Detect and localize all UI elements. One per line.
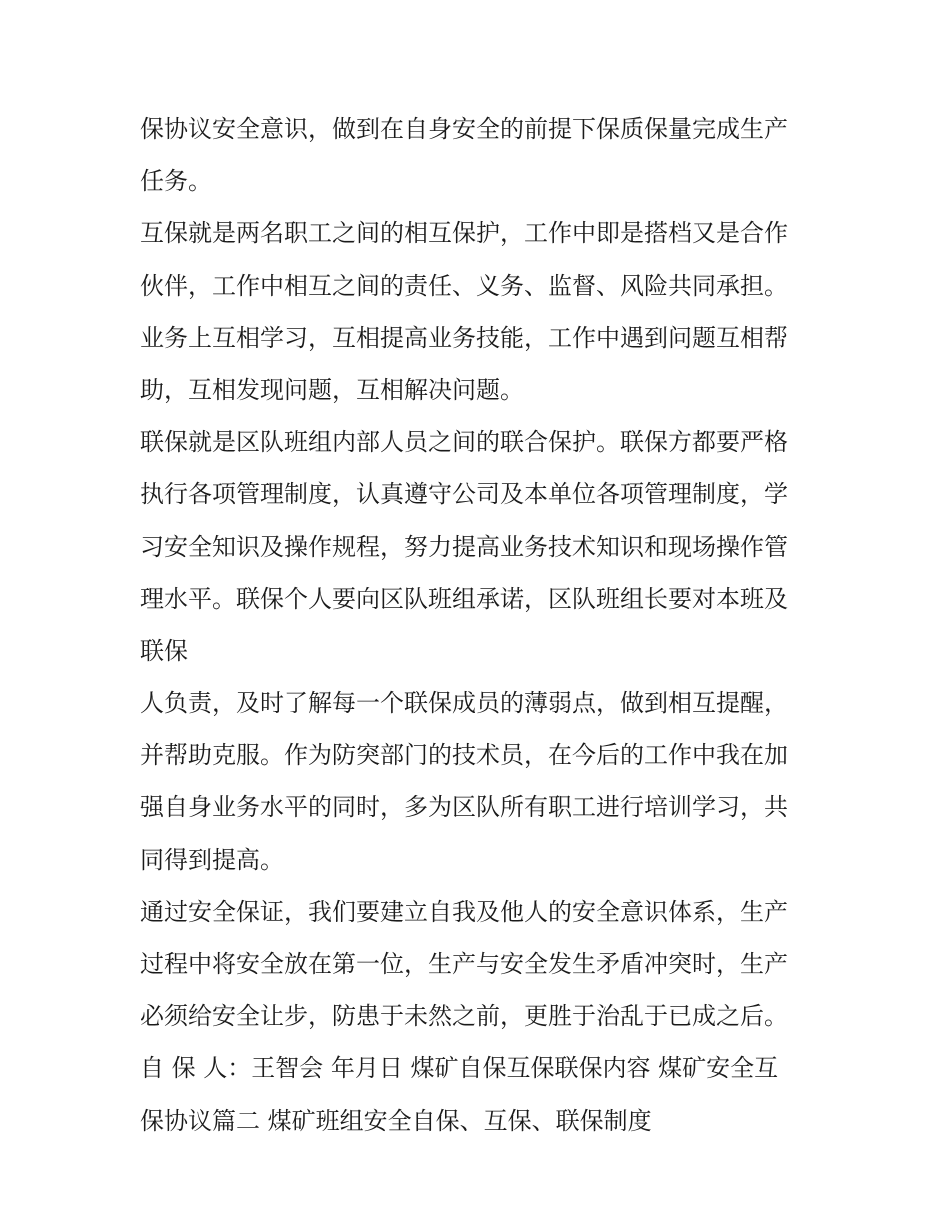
- text-line: 人负责，及时了解每一个联保成员的薄弱点，做到相互提醒，: [140, 689, 788, 718]
- text-line: 同得到提高。: [140, 845, 284, 874]
- text-line: 互保就是两名职工之间的相互保护，工作中即是搭档又是合作: [140, 219, 788, 248]
- text-line: 保协议安全意识，做到在自身安全的前提下保质保量完成生产: [140, 115, 788, 143]
- text-line: 伙伴，工作中相互之间的责任、义务、监督、风险共同承担。: [140, 271, 788, 300]
- text-line: 习安全知识及操作规程，努力提高业务技术知识和现场操作管: [140, 532, 788, 561]
- text-line-signature: 自 保 人：王智会 年月日 煤矿自保互保联保内容 煤矿安全互: [140, 1054, 779, 1083]
- text-line: 任务。: [140, 167, 212, 196]
- text-line: 助，互相发现问题，互相解决问题。: [140, 375, 524, 404]
- text-line: 联保: [140, 636, 188, 665]
- text-line: 过程中将安全放在第一位，生产与安全发生矛盾冲突时，生产: [140, 950, 788, 978]
- text-line: 业务上互相学习，互相提高业务技能，工作中遇到问题互相帮: [140, 323, 788, 352]
- document-body: [140, 108, 815, 1152]
- text-line: 联保就是区队班组内部人员之间的联合保护。联保方都要严格: [140, 428, 788, 457]
- text-line: 必须给安全让步，防患于未然之前，更胜于治乱于已成之后。: [140, 1002, 788, 1031]
- text-line: 理水平。联保个人要向区队班组承诺，区队班组长要对本班及: [140, 584, 788, 613]
- text-line: 并帮助克服。作为防突部门的技术员，在今后的工作中我在加: [140, 741, 788, 770]
- text-line: 通过安全保证，我们要建立自我及他人的安全意识体系，生产: [140, 897, 788, 926]
- text-line: 执行各项管理制度，认真遵守公司及本单位各项管理制度，学: [140, 480, 788, 509]
- text-line: 保协议篇二 煤矿班组安全自保、互保、联保制度: [140, 1106, 652, 1135]
- text-line: 强自身业务水平的同时，多为区队所有职工进行培训学习，共: [140, 793, 788, 822]
